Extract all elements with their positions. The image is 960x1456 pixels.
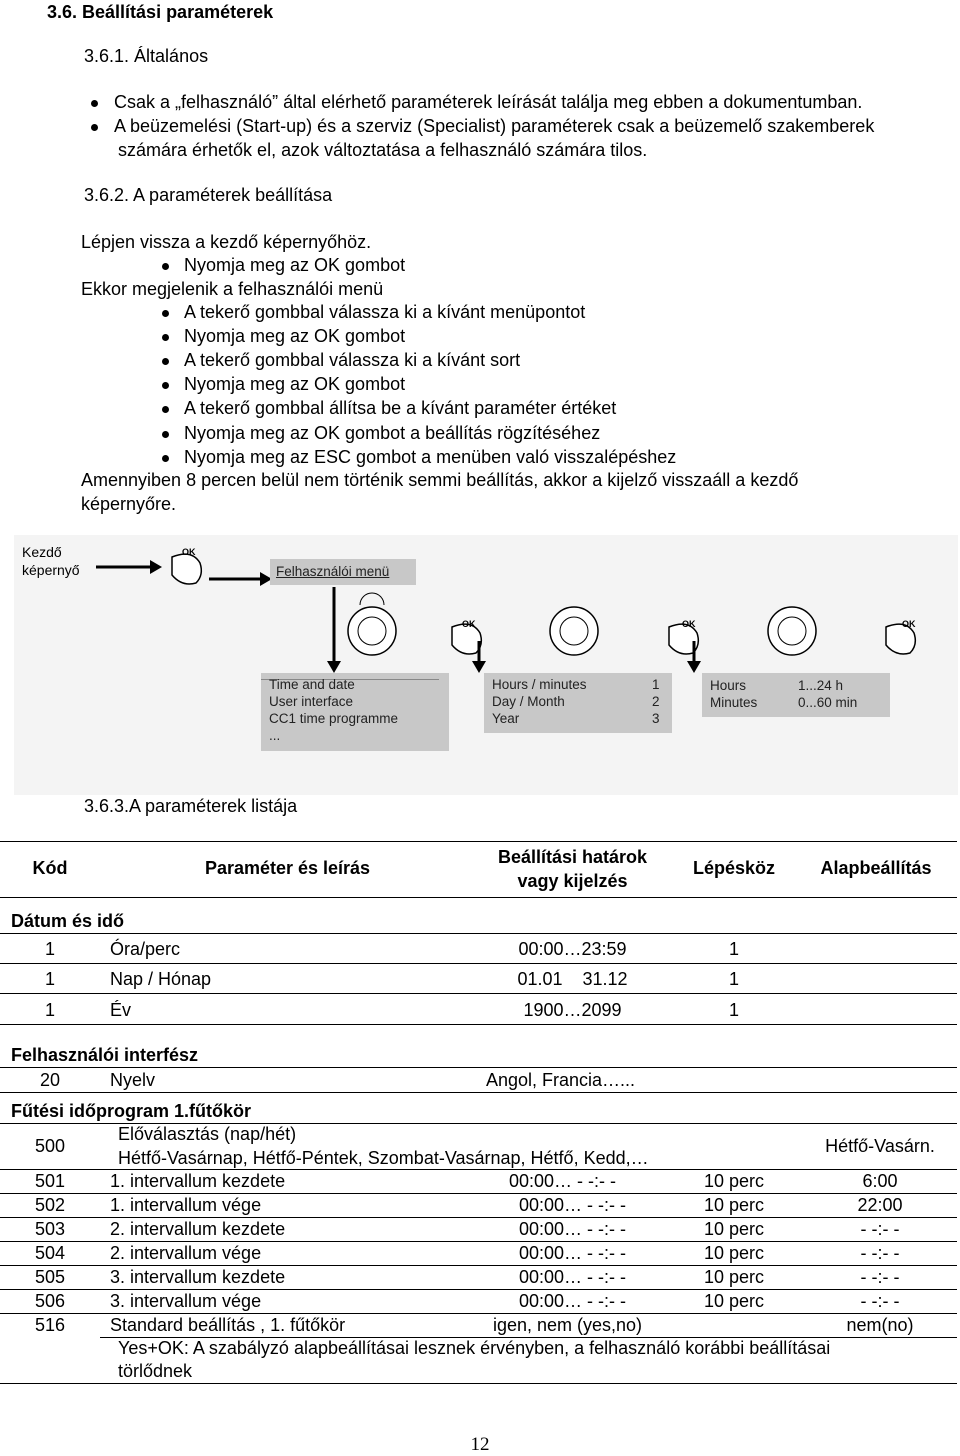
ok-label: OK	[182, 547, 196, 557]
menu-item: CC1 time programme	[269, 711, 399, 726]
row-param: 1. intervallum kezdete	[110, 1171, 286, 1191]
row-code: 1	[44, 939, 55, 959]
bullet	[162, 358, 169, 365]
page-number: 12	[470, 1434, 490, 1455]
row-note: Yes+OK: A szabályzó alapbeállításai lesznek érvényben, a felhasználó korábbi beállításai	[118, 1338, 831, 1358]
menu-item-value: 3	[652, 711, 660, 726]
row-default: 22:00	[857, 1195, 903, 1215]
menu-panel-values	[702, 673, 890, 717]
row-param: 3. intervallum vége	[110, 1291, 262, 1311]
bullet	[162, 334, 169, 341]
menu-item: User interface	[269, 694, 354, 709]
rotary-knob-icon	[550, 607, 598, 655]
start-label-line: képernyő	[22, 562, 80, 578]
menu-item: ...	[269, 728, 281, 743]
table-rule	[0, 1067, 957, 1068]
row-default: - -:- -	[860, 1243, 900, 1263]
row-step: 1	[728, 1000, 739, 1020]
table-rule	[0, 1313, 957, 1314]
header-code: Kód	[32, 858, 68, 878]
bullet	[162, 310, 169, 317]
menu-item-value: 1	[652, 677, 660, 692]
row-step: 10 perc	[703, 1171, 765, 1191]
row-param: Standard beállítás , 1. fűtőkör	[110, 1315, 346, 1335]
rotary-knob-icon	[768, 607, 816, 655]
timeout-text: Amennyiben 8 percen belül nem történik semmi beállítás, akkor a kijelző visszaáll a kezdő	[81, 470, 799, 490]
row-step: 10 perc	[703, 1219, 765, 1239]
row-param: 3. intervallum kezdete	[110, 1267, 286, 1287]
user-menu-label: Felhasználói menü	[276, 564, 390, 579]
row-code: 1	[44, 969, 55, 989]
row-limits: 00:00… - -:- -	[518, 1267, 627, 1287]
row-step: 1	[728, 969, 739, 989]
ok-label: OK	[902, 619, 916, 629]
row-param-detail: Hétfő-Vasárnap, Hétfő-Péntek, Szombat-Vasárnap, Hétfő, Kedd,…	[118, 1148, 649, 1168]
step-text: Nyomja meg az OK gombot	[184, 255, 406, 275]
table-rule	[0, 897, 957, 898]
row-param: Nyelv	[110, 1070, 156, 1090]
bullet	[162, 431, 169, 438]
header-limits: Beállítási határok	[497, 847, 648, 867]
row-param: 1. intervallum vége	[110, 1195, 262, 1215]
arrow-head	[150, 560, 162, 574]
row-default: - -:- -	[860, 1219, 900, 1239]
user-menu-bar	[270, 559, 416, 585]
menu-panel-main	[261, 673, 449, 751]
row-code: 503	[34, 1219, 66, 1239]
row-param: Év	[110, 1000, 132, 1020]
bullet-text-continued: számára érhetők el, azok változtatása a felhasználó számára tilos.	[118, 140, 648, 160]
row-param: Óra/perc	[110, 939, 181, 959]
diagram-graphics	[14, 535, 958, 795]
group-date: Dátum és idő	[11, 911, 125, 931]
table-rule	[0, 1024, 957, 1025]
row-limits: 00:00… - -:- -	[518, 1291, 627, 1311]
step-text: Nyomja meg az OK gombot a beállítás rögzítéséhez	[184, 423, 601, 443]
table-rule	[0, 1383, 957, 1384]
menu-item-value: 0...60 min	[798, 695, 858, 710]
group-heating: Fűtési időprogram 1.fűtőkör	[11, 1101, 252, 1121]
step-text: Nyomja meg az ESC gombot a menüben való visszalépéshez	[184, 447, 677, 467]
table-rule	[0, 963, 957, 964]
row-code: 501	[34, 1171, 66, 1191]
row-default: 6:00	[862, 1171, 898, 1191]
subsection-general: 3.6.1. Általános	[84, 46, 209, 66]
header-limits-2: vagy kijelzés	[517, 871, 628, 891]
table-rule	[0, 993, 957, 994]
menu-panel-time	[484, 673, 672, 733]
row-step: 1	[728, 939, 739, 959]
row-limits: Angol, Francia…...	[486, 1070, 636, 1090]
row-limits: igen, nem (yes,no)	[492, 1315, 643, 1335]
row-limits: 00:00… - -:- -	[518, 1219, 627, 1239]
header-step: Lépésköz	[692, 858, 776, 878]
row-limits: 00:00…23:59	[518, 939, 627, 959]
header-default: Alapbeállítás	[820, 858, 932, 878]
table-rule	[0, 1265, 957, 1266]
table-rule	[0, 1241, 957, 1242]
table-rule	[0, 1289, 957, 1290]
menu-item: Minutes	[710, 695, 758, 710]
bullet-text: A beüzemelési (Start-up) és a szerviz (Specialist) paraméterek csak a beüzemelő szakemberek	[114, 116, 875, 136]
menu-line: Ekkor megjelenik a felhasználói menü	[81, 279, 384, 299]
table-rule	[0, 1217, 957, 1218]
row-param: 2. intervallum vége	[110, 1243, 262, 1263]
header-param: Paraméter és leírás	[204, 858, 371, 878]
row-default: - -:- -	[860, 1291, 900, 1311]
step-text: A tekerő gombbal állítsa be a kívánt paraméter értéket	[184, 398, 617, 418]
subsection-list: 3.6.3.A paraméterek listája	[84, 796, 298, 816]
row-code: 502	[34, 1195, 66, 1215]
ok-label: OK	[462, 619, 476, 629]
bullet	[91, 124, 98, 131]
menu-item: Day / Month	[492, 694, 565, 709]
row-code: 516	[34, 1315, 66, 1335]
step-text: Nyomja meg az OK gombot	[184, 326, 406, 346]
ok-button-icon	[172, 554, 201, 584]
row-step: 10 perc	[703, 1291, 765, 1311]
start-label-line: Kezdő	[22, 544, 62, 560]
bullet	[162, 263, 169, 270]
bullet	[162, 382, 169, 389]
timeout-text-continued: képernyőre.	[81, 494, 177, 514]
bullet	[162, 455, 169, 462]
bullet-text: Csak a „felhasználó” által elérhető paraméterek leírását találja meg ebben a dokumentumban.	[114, 92, 863, 112]
row-code: 1	[44, 1000, 55, 1020]
menu-item: Hours / minutes	[492, 677, 587, 692]
row-note-continued: törlődnek	[118, 1361, 193, 1381]
row-param: 2. intervallum kezdete	[110, 1219, 286, 1239]
row-code: 500	[34, 1136, 66, 1156]
row-param: Előválasztás (nap/hét)	[118, 1124, 297, 1144]
bullet	[91, 100, 98, 107]
row-limits: 1900…2099	[523, 1000, 622, 1020]
table-rule	[0, 841, 957, 842]
row-code: 505	[34, 1267, 66, 1287]
rotary-knob-icon	[348, 593, 396, 655]
step-text: A tekerő gombbal válassza ki a kívánt sort	[184, 350, 521, 370]
intro-text: Lépjen vissza a kezdő képernyőhöz.	[81, 232, 372, 252]
table-rule	[0, 1193, 957, 1194]
row-code: 20	[39, 1070, 61, 1090]
row-limits: 01.01 31.12	[517, 969, 628, 989]
step-text: Nyomja meg az OK gombot	[184, 374, 406, 394]
row-limits: 00:00… - -:- -	[508, 1171, 617, 1191]
row-step: 10 perc	[703, 1267, 765, 1287]
menu-navigation-diagram	[14, 535, 958, 795]
row-default: - -:- -	[860, 1267, 900, 1287]
row-code: 504	[34, 1243, 66, 1263]
row-limits: 00:00… - -:- -	[518, 1243, 627, 1263]
step-text: A tekerő gombbal válassza ki a kívánt menüpontot	[184, 302, 586, 322]
menu-item: Year	[492, 711, 520, 726]
menu-item-value: 1...24 h	[798, 678, 844, 693]
menu-item: Time and date	[269, 677, 355, 692]
row-default: nem(no)	[846, 1315, 914, 1335]
group-ui: Felhasználói interfész	[11, 1045, 199, 1065]
menu-item-value: 2	[652, 694, 660, 709]
section-heading: 3.6. Beállítási paraméterek	[47, 2, 274, 22]
table-rule	[0, 933, 957, 934]
menu-item: Hours	[710, 678, 747, 693]
table-rule	[0, 1169, 957, 1170]
table-rule	[0, 1092, 957, 1093]
row-default: Hétfő-Vasárn.	[825, 1136, 935, 1156]
row-step: 10 perc	[703, 1243, 765, 1263]
row-step: 10 perc	[703, 1195, 765, 1215]
bullet	[162, 406, 169, 413]
row-param: Nap / Hónap	[110, 969, 212, 989]
subsection-setting: 3.6.2. A paraméterek beállítása	[84, 185, 333, 205]
row-limits: 00:00… - -:- -	[518, 1195, 627, 1215]
ok-label: OK	[682, 619, 696, 629]
row-code: 506	[34, 1291, 66, 1311]
